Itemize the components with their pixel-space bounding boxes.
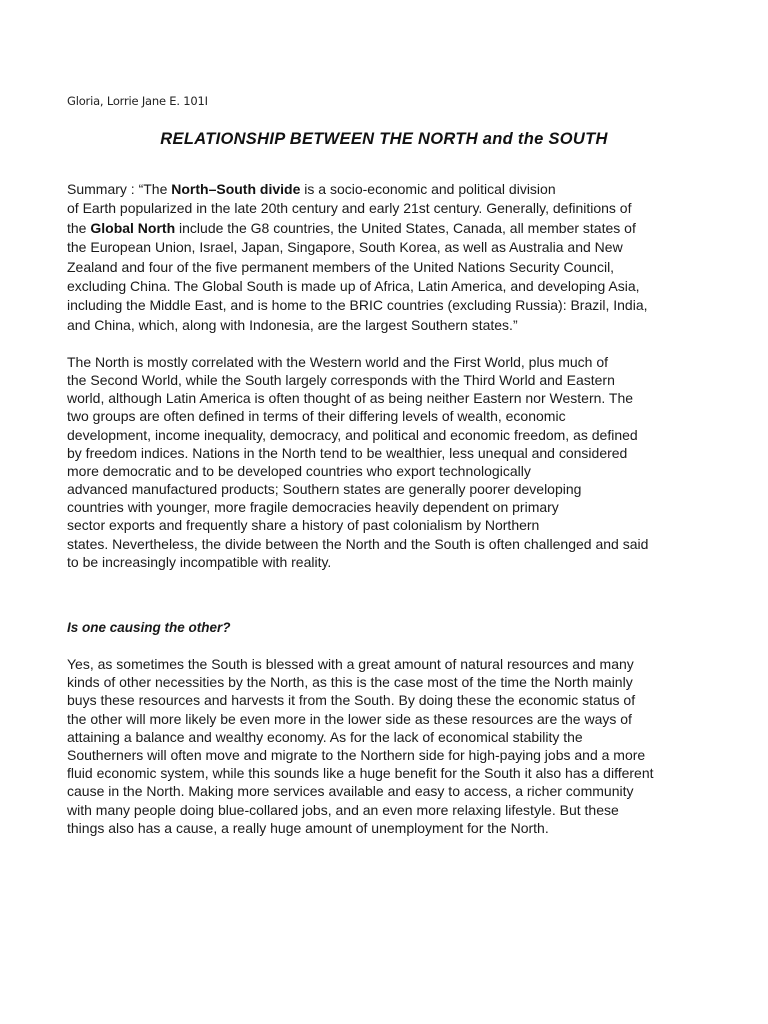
summary-text: include the G8 countries, the United States, Canada, all member states of	[175, 219, 636, 236]
summary-line	[67, 219, 707, 238]
paragraph-line: things also has a cause, a really huge amount of unemployment for the North.	[67, 819, 549, 836]
summary-line: the European Union, Israel, Japan, Singapore, South Korea, as well as Australia and New	[67, 239, 623, 256]
paragraph-line: advanced manufactured products; Southern states are generally poorer developing	[67, 481, 582, 498]
summary-line: Zealand and four of the five permanent members of the United Nations Security Council,	[67, 258, 615, 275]
paragraph-line: with many people doing blue-collared jobs, and an even more relaxing lifestyle. But these	[67, 801, 619, 818]
paragraph-line: states. Nevertheless, the divide between the North and the South is often challenged and said	[67, 535, 649, 552]
summary-text: is a socio-economic and political division	[300, 181, 556, 197]
summary-text: the	[67, 219, 91, 236]
paragraph-line: kinds of other necessities by the North, as this is the case most of the time the North mainly	[67, 674, 633, 691]
summary-line	[67, 180, 707, 199]
section-heading: Is one causing the other?	[67, 620, 231, 635]
summary-paragraph	[67, 180, 707, 335]
paragraph-line: cause in the North. Making more services available and easy to access, a richer community	[67, 783, 634, 800]
paragraph-line: to be increasingly incompatible with reality.	[67, 553, 332, 570]
paragraph-line: attaining a balance and wealthy economy. As for the lack of economical stability the	[67, 728, 583, 745]
summary-line: of Earth popularized in the late 20th century and early 21st century. Generally, definitions of	[67, 200, 632, 217]
summary-line: including the Middle East, and is home to the BRIC countries (excluding Russia): Brazil, India,	[67, 297, 648, 314]
paragraph-line: sector exports and frequently share a history of past colonialism by Northern	[67, 517, 540, 534]
north-south-paragraph	[67, 353, 707, 571]
paragraph-line: buys these resources and harvests it from the South. By doing these the economic status of	[67, 692, 636, 709]
author-line: Gloria, Lorrie Jane E. 101I	[67, 94, 208, 108]
paragraph-line: the other will more likely be even more in the lower side as these resources are the ways of	[67, 710, 632, 727]
paragraph-line: The North is mostly correlated with the Western world and the First World, plus much of	[67, 354, 609, 370]
paragraph-line: by freedom indices. Nations in the North tend to be wealthier, less unequal and considered	[67, 444, 628, 461]
summary-line: excluding China. The Global South is made up of Africa, Latin America, and developing Asia,	[67, 278, 640, 295]
term-north-south-divide: North–South divide	[171, 181, 301, 197]
paragraph-line: Southerners will often move and migrate to the Northern side for high-paying jobs and a more	[67, 747, 646, 764]
paragraph-line: development, income inequality, democracy, and political and economic freedom, as defined	[67, 426, 638, 443]
summary-line: and China, which, along with Indonesia, are the largest Southern states.”	[67, 316, 518, 333]
paragraph-line: world, although Latin America is often thought of as being neither Eastern nor Western. The	[67, 390, 634, 407]
paragraph-line: more democratic and to be developed countries who export technologically	[67, 462, 531, 479]
paragraph-line: fluid economic system, while this sounds like a huge benefit for the South it also has a different	[67, 765, 654, 782]
summary-prefix: Summary : “The	[67, 181, 172, 197]
paragraph-line: two groups are often defined in terms of their differing levels of wealth, economic	[67, 408, 566, 425]
document-title: RELATIONSHIP BETWEEN THE NORTH and the SOUTH	[160, 130, 608, 148]
term-global-north: Global North	[90, 219, 176, 236]
paragraph-line: the Second World, while the South largely corresponds with the Third World and Eastern	[67, 372, 615, 389]
paragraph-line: countries with younger, more fragile democracies heavily dependent on primary	[67, 499, 559, 516]
causation-paragraph	[67, 655, 707, 837]
paragraph-line: Yes, as sometimes the South is blessed with a great amount of natural resources and many	[67, 656, 634, 672]
